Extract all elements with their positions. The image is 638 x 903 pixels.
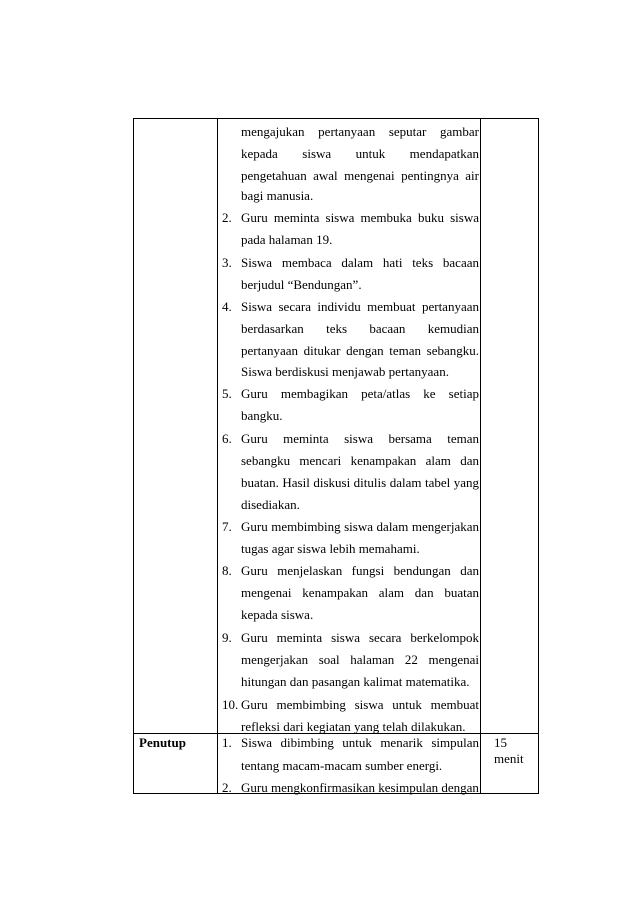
step-text-line: Guru meminta siswa membuka buku siswa xyxy=(241,210,479,225)
step-number: 2. xyxy=(222,780,232,795)
step-number: 6. xyxy=(222,431,232,446)
step-text-line: Siswa dibimbing untuk menarik simpulan xyxy=(241,735,479,750)
step-text-line: pengetahuan awal mengenai pentingnya air xyxy=(241,168,479,183)
step-text-line: Guru membimbing siswa untuk membuat xyxy=(241,697,479,712)
step-text-line: hitungan dan pasangan kalimat matematika. xyxy=(241,674,470,689)
step-text-line: tugas agar siswa lebih memahami. xyxy=(241,541,420,556)
step-text-line: Guru membimbing siswa dalam mengerjakan xyxy=(241,519,479,534)
step-text-line: mengenai kenampakan alam dan buatan xyxy=(241,585,479,600)
step-text-line: kepada siswa untuk mendapatkan xyxy=(241,146,479,161)
step-text-line: Guru menjelaskan fungsi bendungan dan xyxy=(241,563,479,578)
step-number: 3. xyxy=(222,255,232,270)
step-number: 10. xyxy=(222,697,239,712)
step-number: 1. xyxy=(222,735,232,750)
step-text-line: pertanyaan ditukar dengan teman sebangku. xyxy=(241,343,479,358)
step-text-line: buatan. Hasil diskusi ditulis dalam tabel yang xyxy=(241,475,479,490)
step-text-line: Guru membagikan peta/atlas ke setiap xyxy=(241,386,479,401)
column-divider-2 xyxy=(480,119,481,793)
step-number: 5. xyxy=(222,386,232,401)
step-text-line: Guru meminta siswa bersama teman xyxy=(241,431,479,446)
step-text-line: tentang macam-macam sumber energi. xyxy=(241,758,443,773)
step-text-line: refleksi dari kegiatan yang telah dilakukan. xyxy=(241,719,466,734)
step-text-line: pada halaman 19. xyxy=(241,232,333,247)
phase-label: Penutup xyxy=(139,735,186,750)
step-text-line: Siswa berdiskusi menjawab pertanyaan. xyxy=(241,364,449,379)
step-text-line: disediakan. xyxy=(241,497,300,512)
step-text-line: mengerjakan soal halaman 22 mengenai xyxy=(241,652,479,667)
step-number: 9. xyxy=(222,630,232,645)
step-text-line: sebangku mencari kenampakan alam dan xyxy=(241,453,479,468)
step-text-line: berjudul “Bendungan”. xyxy=(241,277,362,292)
step-text-line: Siswa membaca dalam hati teks bacaan xyxy=(241,255,479,270)
step-text-line: Siswa secara individu membuat pertanyaan xyxy=(241,299,479,314)
column-divider-1 xyxy=(217,119,218,793)
step-text-line: bangku. xyxy=(241,408,283,423)
duration-value: 15 xyxy=(494,735,507,750)
duration-unit: menit xyxy=(494,751,524,766)
step-number: 4. xyxy=(222,299,232,314)
step-text-line: mengajukan pertanyaan seputar gambar xyxy=(241,124,479,139)
step-text-line: kepada siswa. xyxy=(241,607,314,622)
step-number: 7. xyxy=(222,519,232,534)
step-text-line: Guru mengkonfirmasikan kesimpulan dengan xyxy=(241,780,479,795)
step-text-line: bagi manusia. xyxy=(241,188,314,203)
step-number: 8. xyxy=(222,563,232,578)
step-text-line: Guru meminta siswa secara berkelompok xyxy=(241,630,479,645)
step-text-line: berdasarkan teks bacaan kemudian xyxy=(241,321,479,336)
step-number: 2. xyxy=(222,210,232,225)
